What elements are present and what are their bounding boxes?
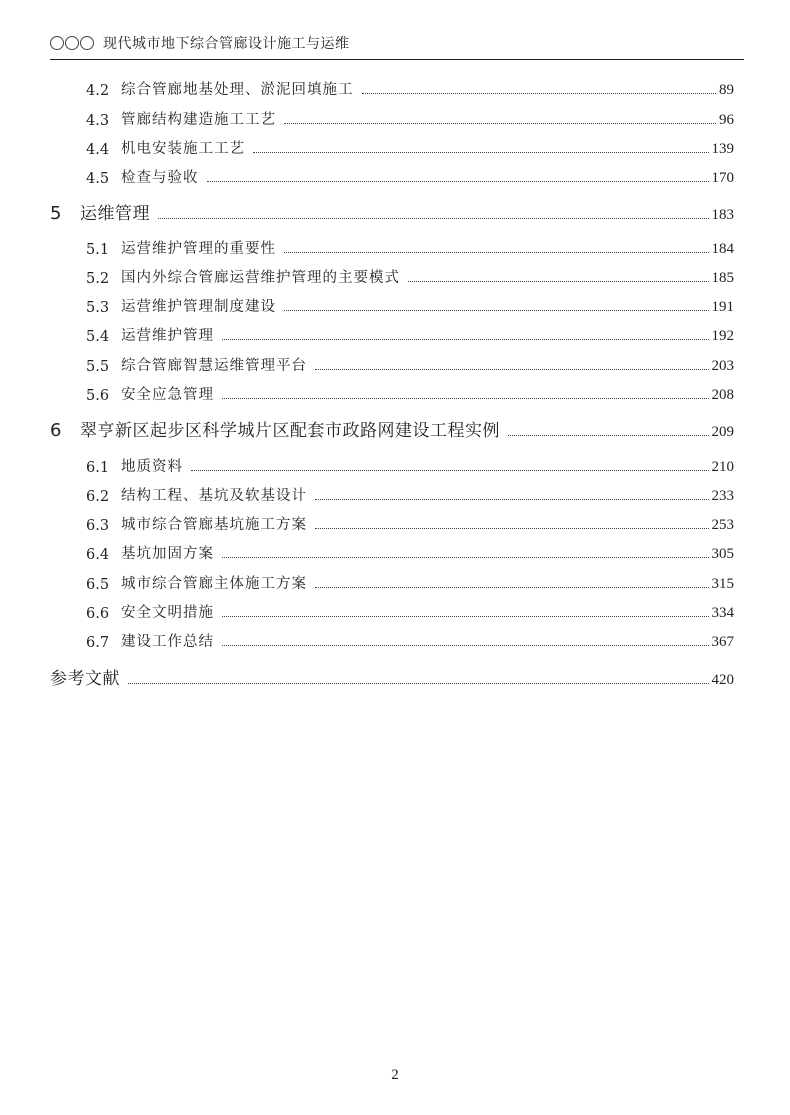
toc-entry-number: 6.4 bbox=[86, 547, 110, 563]
toc-entry-page: 183 bbox=[711, 207, 734, 223]
toc-entry-title: 运营维护管理的重要性 bbox=[121, 241, 276, 257]
toc-entry-title: 城市综合管廊主体施工方案 bbox=[121, 576, 307, 592]
toc-entry-page: 139 bbox=[711, 141, 734, 157]
toc-entry-title: 检查与验收 bbox=[121, 170, 199, 186]
toc-entry-number: 6.2 bbox=[86, 489, 110, 505]
dot-leader bbox=[284, 123, 716, 124]
toc-section-entry[interactable] bbox=[50, 512, 734, 534]
header-circles-icon bbox=[50, 36, 94, 50]
toc-entry-title: 机电安装施工工艺 bbox=[121, 141, 245, 157]
toc-entry-page: 185 bbox=[711, 270, 734, 286]
dot-leader bbox=[315, 369, 709, 370]
toc-entry-page: 315 bbox=[711, 576, 734, 592]
toc-entry-number: 4.2 bbox=[86, 83, 110, 99]
toc-entry-page: 253 bbox=[711, 517, 734, 533]
toc-section-entry[interactable] bbox=[50, 483, 734, 505]
toc-entry-page: 192 bbox=[711, 328, 734, 344]
dot-leader bbox=[222, 645, 709, 646]
toc-entry-title: 运维管理 bbox=[80, 204, 150, 224]
toc-section-entry[interactable] bbox=[50, 382, 734, 404]
book-title: 现代城市地下综合管廊设计施工与运维 bbox=[103, 36, 350, 52]
toc-entry-number: 5.6 bbox=[86, 388, 110, 404]
toc-entry-title: 结构工程、基坑及软基设计 bbox=[121, 488, 307, 504]
circle-icon bbox=[50, 36, 64, 50]
toc-entry-title: 安全文明措施 bbox=[121, 605, 214, 621]
toc-entry-title: 运营维护管理制度建设 bbox=[121, 299, 276, 315]
toc-entry-title: 地质资料 bbox=[121, 459, 183, 475]
toc-section-entry[interactable] bbox=[50, 600, 734, 622]
toc-entry-page: 334 bbox=[711, 605, 734, 621]
toc-section-entry[interactable] bbox=[50, 107, 734, 129]
page-number: 2 bbox=[391, 1067, 399, 1083]
toc-entry-page: 170 bbox=[711, 170, 734, 186]
toc-entry-number: 5.2 bbox=[86, 271, 110, 287]
toc-section-entry[interactable] bbox=[50, 454, 734, 476]
dot-leader bbox=[284, 310, 709, 311]
dot-leader bbox=[315, 528, 709, 529]
toc-entry-title: 综合管廊智慧运维管理平台 bbox=[121, 358, 307, 374]
toc-entry-number: 4.5 bbox=[86, 171, 110, 187]
toc-section-entry[interactable] bbox=[50, 294, 734, 316]
dot-leader bbox=[315, 499, 709, 500]
toc-entry-page: 203 bbox=[711, 358, 734, 374]
toc-entry-title: 运营维护管理 bbox=[121, 328, 214, 344]
toc-entry-title: 管廊结构建造施工工艺 bbox=[121, 112, 276, 128]
toc-entry-number: 5.5 bbox=[86, 359, 110, 375]
toc-entry-title: 翠亨新区起步区科学城片区配套市政路网建设工程实例 bbox=[80, 421, 500, 441]
circle-icon bbox=[80, 36, 94, 50]
dot-leader bbox=[508, 435, 709, 436]
toc-entry-number: 6.6 bbox=[86, 606, 110, 622]
toc-entry-number: 5.4 bbox=[86, 329, 110, 345]
dot-leader bbox=[284, 252, 709, 253]
toc-entry-title: 基坑加固方案 bbox=[121, 546, 214, 562]
dot-leader bbox=[222, 557, 709, 558]
toc-chapter-entry[interactable] bbox=[50, 200, 734, 224]
toc-entry-title: 安全应急管理 bbox=[121, 387, 214, 403]
toc-entry-number: 6.3 bbox=[86, 518, 110, 534]
dot-leader bbox=[158, 218, 709, 219]
toc-section-entry[interactable] bbox=[50, 541, 734, 563]
dot-leader bbox=[222, 616, 709, 617]
circle-icon bbox=[65, 36, 79, 50]
toc-entry-page: 96 bbox=[719, 112, 734, 128]
dot-leader bbox=[408, 281, 709, 282]
toc-entry-title: 国内外综合管廊运营维护管理的主要模式 bbox=[121, 270, 400, 286]
toc-entry-title: 城市综合管廊基坑施工方案 bbox=[121, 517, 307, 533]
running-header bbox=[50, 30, 350, 56]
toc-entry-number: 6.5 bbox=[86, 577, 110, 593]
toc-chapter-entry[interactable] bbox=[50, 417, 734, 441]
toc-entry-title: 综合管廊地基处理、淤泥回填施工 bbox=[121, 82, 354, 98]
toc-entry-number: 5.1 bbox=[86, 242, 110, 258]
toc-section-entry[interactable] bbox=[50, 571, 734, 593]
toc-entry-number: 4.3 bbox=[86, 113, 110, 129]
dot-leader bbox=[128, 683, 709, 684]
toc-entry-number: 5 bbox=[50, 203, 62, 224]
toc-entry-page: 233 bbox=[711, 488, 734, 504]
toc-section-entry[interactable] bbox=[50, 353, 734, 375]
toc-entry-page: 420 bbox=[711, 672, 734, 688]
toc-chapter-entry[interactable] bbox=[50, 665, 734, 689]
toc-entry-title: 建设工作总结 bbox=[121, 634, 214, 650]
toc-entry-page: 89 bbox=[719, 82, 734, 98]
toc-entry-page: 184 bbox=[711, 241, 734, 257]
header-divider bbox=[50, 59, 744, 60]
dot-leader bbox=[222, 339, 709, 340]
dot-leader bbox=[253, 152, 709, 153]
toc-entry-page: 305 bbox=[711, 546, 734, 562]
toc-entry-number: 6.7 bbox=[86, 635, 110, 651]
toc-entry-page: 191 bbox=[711, 299, 734, 315]
toc-section-entry[interactable] bbox=[50, 629, 734, 651]
dot-leader bbox=[222, 398, 709, 399]
toc-entry-number: 5.3 bbox=[86, 300, 110, 316]
dot-leader bbox=[362, 93, 717, 94]
toc-entry-title: 参考文献 bbox=[50, 669, 120, 689]
dot-leader bbox=[191, 470, 709, 471]
dot-leader bbox=[207, 181, 709, 182]
toc-entry-number: 6 bbox=[50, 420, 62, 441]
toc-entry-number: 4.4 bbox=[86, 142, 110, 158]
toc-section-entry[interactable] bbox=[50, 236, 734, 258]
toc-entry-number: 6.1 bbox=[86, 460, 110, 476]
toc-section-entry[interactable] bbox=[50, 323, 734, 345]
toc-entry-page: 208 bbox=[711, 387, 734, 403]
toc-entry-page: 367 bbox=[711, 634, 734, 650]
toc-section-entry[interactable] bbox=[50, 265, 734, 287]
dot-leader bbox=[315, 587, 709, 588]
toc-entry-page: 210 bbox=[711, 459, 734, 475]
toc-entry-page: 209 bbox=[711, 424, 734, 440]
toc-section-entry[interactable] bbox=[50, 165, 734, 187]
toc-section-entry[interactable] bbox=[50, 136, 734, 158]
toc-section-entry[interactable] bbox=[50, 77, 734, 99]
